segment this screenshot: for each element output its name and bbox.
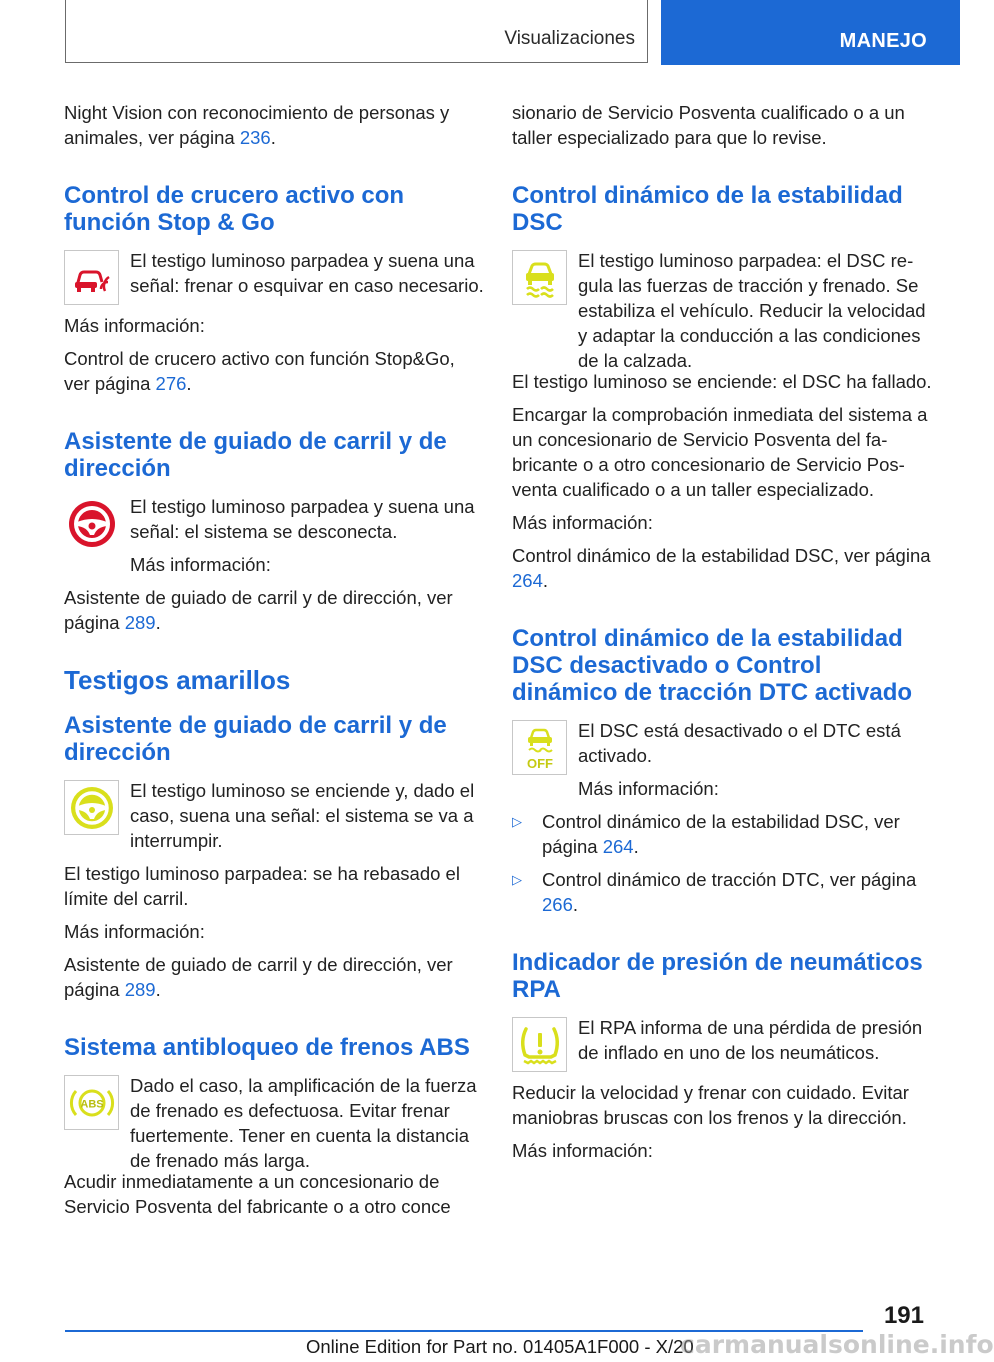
- svg-text:ABS: ABS: [79, 1098, 104, 1110]
- page-link[interactable]: 264: [602, 836, 634, 857]
- acc-warning-row: [64, 248, 484, 313]
- list-item: ▷ Control dinámico de tracción DTC, ver página 266.: [512, 869, 917, 915]
- section-title-abs: Sistema antibloqueo de frenos ABS: [64, 1034, 470, 1061]
- yellow-dsc-off-icon: [512, 720, 567, 775]
- header-chapter-tab[interactable]: MANEJO: [661, 0, 960, 65]
- section-title-acc: Control de crucero activo con función Stop & Go: [64, 182, 405, 236]
- watermark: carmanualsonline.info: [680, 1330, 994, 1359]
- page-number: 191: [883, 1302, 924, 1329]
- footer-edition-text: Online Edition for Part no. 01405A1F000 - X/20: [306, 1336, 694, 1357]
- lane-yellow-reference: Asistente de guiado de carril y de dirección, ver página 289.: [64, 954, 453, 1000]
- dsc-off-more-info: Más información:: [578, 778, 719, 799]
- yellow-tire-pressure-icon: [512, 1017, 567, 1072]
- lane-red-reference: Asistente de guiado de carril y de dirección, ver página 289.: [64, 587, 453, 633]
- dsc-paragraph-2: Encargar la comprobación inmediata del sistema a un concesionario de Servicio Posventa del fabricante o a otro concesionario de Servicio Posventa cualificado o a un taller especializado.: [512, 404, 928, 500]
- rpa-paragraph: Reducir la velocidad y frenar con cuidado. Evitar maniobras bruscas con los frenos y la dirección.: [512, 1082, 909, 1128]
- dsc-warning-text: El testigo luminoso parpadea: el DSC regula las fuerzas de tracción y frenado. Se estabiliza el vehículo. Reducir la velocidad y adaptar la conducción a las condiciones de la calzada.: [578, 250, 926, 371]
- list-item: ▷ Control dinámico de la estabilidad DSC, ver página 264.: [512, 811, 900, 857]
- lane-yellow-more-info: Más información:: [64, 921, 205, 942]
- lane-red-more-info: Más información:: [130, 554, 271, 575]
- page-link[interactable]: 289: [124, 612, 156, 633]
- bullet-arrow-icon: ▷: [512, 814, 522, 829]
- red-car-collision-warning-icon: [64, 250, 119, 305]
- dsc-off-warning-row: [512, 718, 932, 809]
- dsc-reference: Control dinámico de la estabilidad DSC, ver página 264.: [512, 545, 931, 591]
- page-link[interactable]: 236: [239, 127, 271, 148]
- section-title-dsc: Control dinámico de la estabilidad DSC: [512, 182, 903, 236]
- rpa-warning-text: El RPA informa de una pérdida de presión de inflado en uno de los neumáticos.: [578, 1017, 923, 1063]
- header-section-title: Visualizaciones: [504, 28, 635, 49]
- acc-warning-text: El testigo luminoso parpadea y suena una señal: frenar o esquivar en caso necesario.: [130, 250, 484, 296]
- svg-text:OFF: OFF: [526, 755, 553, 771]
- lane-yellow-warning-row: [64, 778, 484, 861]
- left-column: [64, 100, 484, 1227]
- page-link[interactable]: 264: [512, 570, 543, 591]
- lane-yellow-warning-text: El testigo luminoso se enciende y, dado el caso, suena una señal: el sistema se va a interrumpir.: [130, 780, 475, 851]
- rpa-more-info: Más información:: [512, 1140, 653, 1161]
- page-link[interactable]: 266: [542, 894, 573, 915]
- right-column: [512, 100, 932, 1171]
- bullet-arrow-icon: ▷: [512, 872, 522, 887]
- chapter-heading-yellow: Testigos amarillos: [64, 665, 291, 695]
- dsc-more-info: Más información:: [512, 512, 653, 533]
- lane-red-warning-text: El testigo luminoso parpadea y suena una señal: el sistema se desconecta.: [130, 496, 475, 542]
- yellow-steering-wheel-icon: [64, 780, 119, 835]
- section-title-rpa: Indicador de presión de neumáticos RPA: [512, 949, 923, 1003]
- continued-paragraph: sionario de Servicio Posventa cualificado o a un taller especializado para que lo revise.: [512, 102, 905, 148]
- section-title-lane-yellow: Asistente de guiado de carril y de dirección: [64, 712, 447, 766]
- dsc-warning-row: [512, 248, 932, 381]
- abs-warning-row: [64, 1073, 484, 1181]
- dsc-paragraph-1: El testigo luminoso se enciende: el DSC ha fallado.: [512, 371, 932, 392]
- intro-paragraph: Night Vision con reconocimiento de personas y animales, ver página 236.: [64, 102, 450, 148]
- abs-warning-text: Dado el caso, la amplificación de la fuerza de frenado es defectuosa. Evitar frenar fuertemente. Tener en cuenta la distancia de frenado más larga.: [130, 1075, 477, 1171]
- acc-reference: Control de crucero activo con función Stop&Go, ver página 276.: [64, 348, 455, 394]
- yellow-abs-icon: [64, 1075, 119, 1130]
- abs-paragraph: Acudir inmediatamente a un concesionario de Servicio Posventa del fabricante o a otro conce: [64, 1171, 451, 1217]
- yellow-dsc-skid-icon: [512, 250, 567, 305]
- rpa-warning-row: [512, 1015, 932, 1080]
- acc-more-info: Más información:: [64, 315, 205, 336]
- dsc-off-warning-text: El DSC está desactivado o el DTC está activado.: [578, 720, 901, 766]
- lane-red-warning-row: [64, 494, 484, 585]
- page-link[interactable]: 289: [124, 979, 156, 1000]
- red-steering-wheel-icon: [64, 496, 119, 551]
- section-title-lane-red: Asistente de guiado de carril y de dirección: [64, 428, 447, 482]
- lane-yellow-paragraph: El testigo luminoso parpadea: se ha rebasado el límite del carril.: [64, 863, 460, 909]
- section-title-dsc-off: Control dinámico de la estabilidad DSC desactivado o Control dinámico de tracción DTC activado: [512, 625, 913, 706]
- page-link[interactable]: 276: [155, 373, 187, 394]
